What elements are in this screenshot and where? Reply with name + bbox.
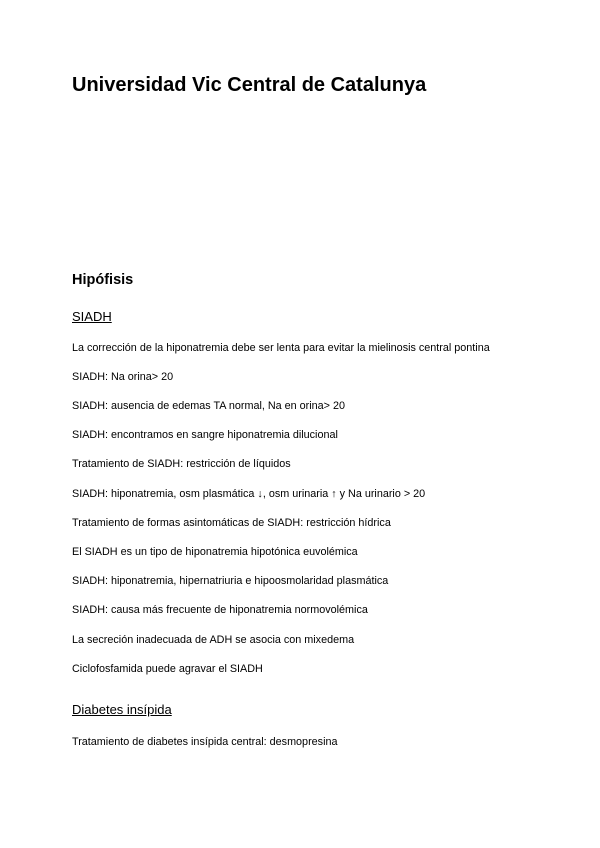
siadh-line-2: SIADH: Na orina> 20 [72, 371, 174, 383]
siadh-line-8: El SIADH es un tipo de hiponatremia hipotónica euvolémica [72, 546, 358, 558]
diabetes-line-1: Tratamiento de diabetes insípida central: desmopresina [72, 736, 338, 748]
subsection-title-diabetes-insipida: Diabetes insípida [72, 702, 172, 717]
siadh-line-10: SIADH: causa más frecuente de hiponatremia normovolémica [72, 604, 368, 616]
siadh-line-3: SIADH: ausencia de edemas TA normal, Na en orina> 20 [72, 400, 345, 412]
siadh-line-5: Tratamiento de SIADH: restricción de líquidos [72, 458, 291, 470]
subsection-title-siadh: SIADH [72, 309, 112, 324]
siadh-line-4: SIADH: encontramos en sangre hiponatremia dilucional [72, 429, 338, 441]
siadh-line-1: La corrección de la hiponatremia debe ser lenta para evitar la mielinosis central pontina [72, 342, 490, 354]
siadh-line-6: SIADH: hiponatremia, osm plasmática ↓, osm urinaria ↑ y Na urinario > 20 [72, 488, 426, 500]
section-title-hipofisis: Hipófisis [72, 272, 134, 288]
document-title: Universidad Vic Central de Catalunya [72, 74, 427, 96]
siadh-line-9: SIADH: hiponatremia, hipernatriuria e hipoosmolaridad plasmática [72, 575, 389, 587]
siadh-line-12: Ciclofosfamida puede agravar el SIADH [72, 663, 263, 675]
siadh-line-7: Tratamiento de formas asintomáticas de SIADH: restricción hídrica [72, 517, 391, 529]
siadh-line-11: La secreción inadecuada de ADH se asocia con mixedema [72, 634, 355, 646]
